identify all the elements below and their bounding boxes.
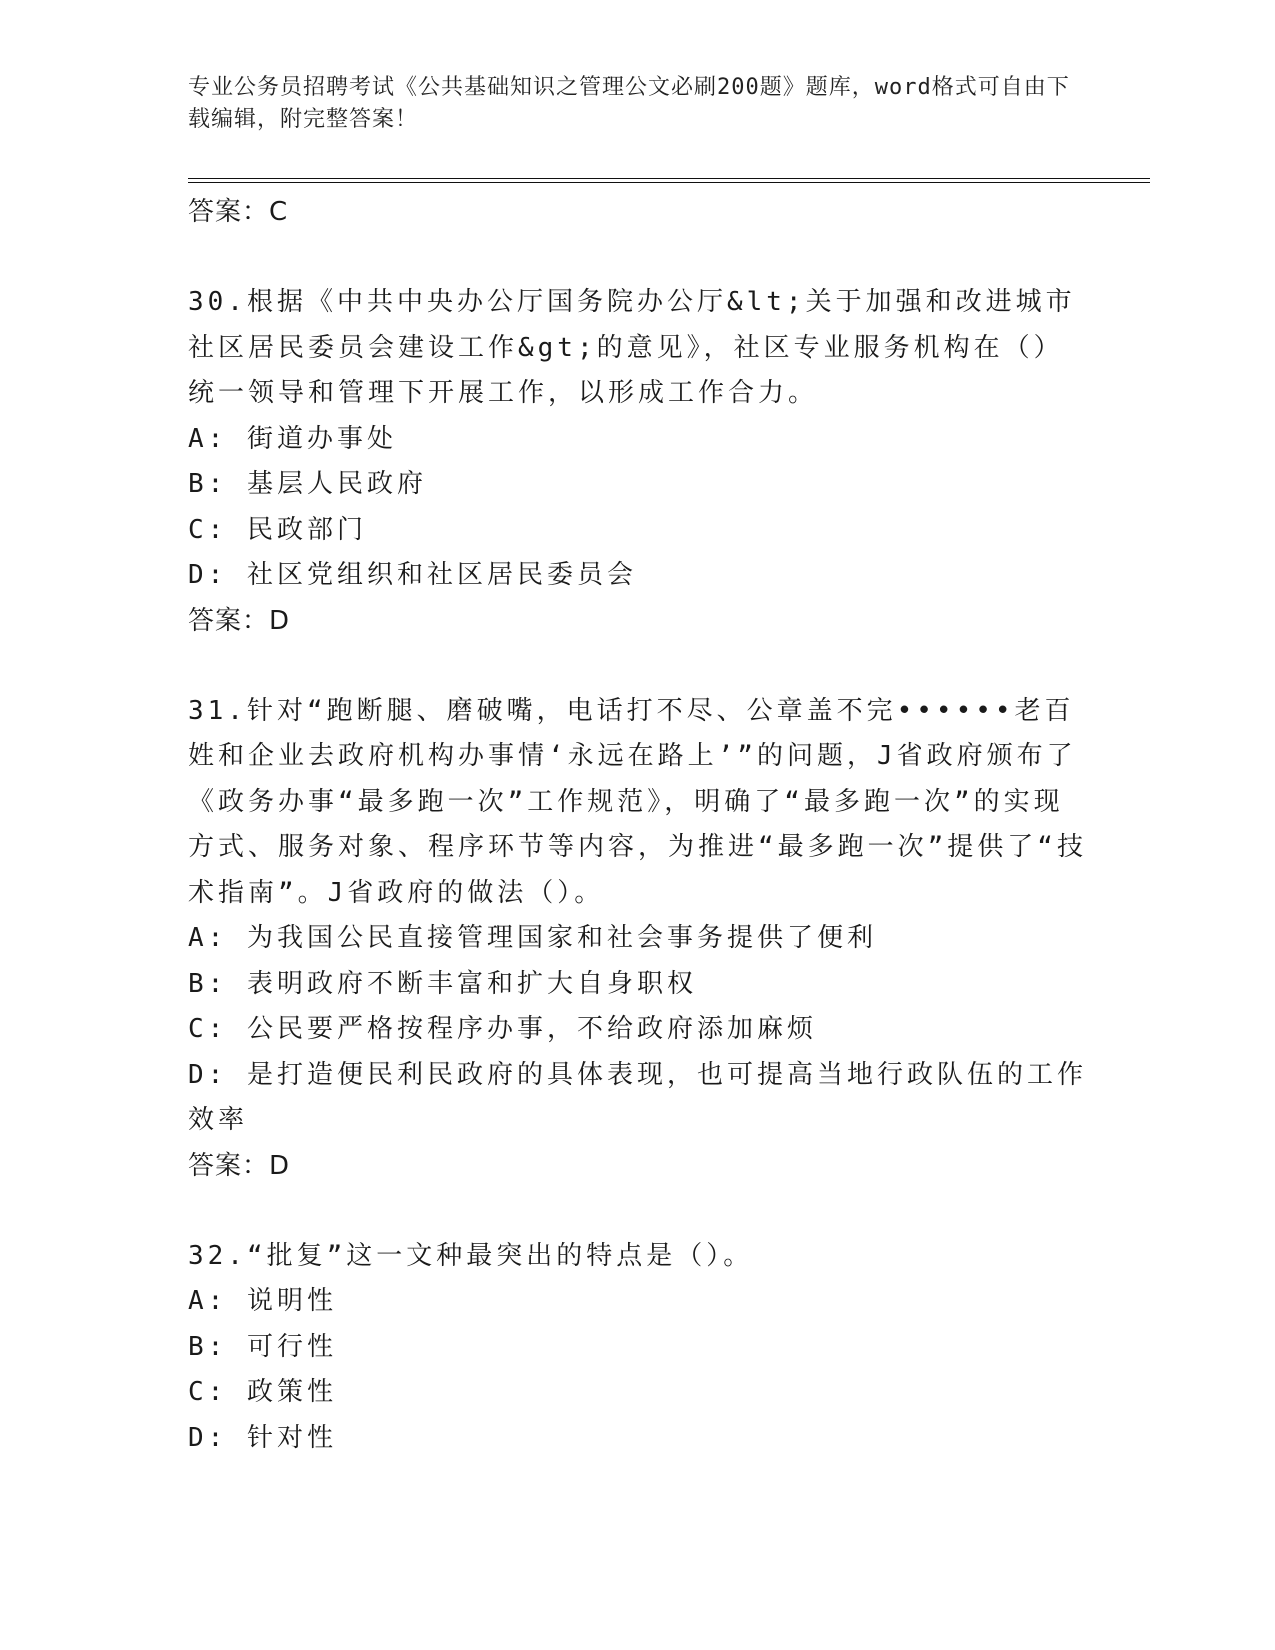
option-b: B: 可行性 [188, 1331, 337, 1362]
question-stem: 32.“批复”这一文种最突出的特点是（）。 [188, 1240, 754, 1271]
question-32 [188, 1234, 1088, 1462]
page-header: 专业公务员招聘考试《公共基础知识之管理公文必刷200题》题库，word格式可自由下载编辑，附完整答案！ [188, 75, 1070, 132]
question-stem: 30.根据《中共中央办公厅国务院办公厅&lt;关于加强和改进城市社区居民委员会建设工作&gt;的意见》，社区专业服务机构在（）统一领导和管理下开展工作，以形成工作合力。 [188, 287, 1076, 408]
spacer [188, 1188, 1088, 1234]
question-31 [188, 689, 1088, 1188]
spacer [188, 234, 1088, 280]
option-b: B: 基层人民政府 [188, 469, 427, 499]
header-rule-top [188, 178, 1150, 179]
question-list [188, 190, 1088, 1461]
answer-line: 答案：D [188, 1150, 291, 1181]
answer-line: 答案：D [188, 605, 291, 636]
option-d: D: 社区党组织和社区居民委员会 [188, 560, 637, 590]
option-d: D: 针对性 [188, 1422, 337, 1453]
option-a: A: 为我国公民直接管理国家和社会事务提供了便利 [188, 923, 877, 953]
option-c: C: 公民要严格按程序办事，不给政府添加麻烦 [188, 1014, 817, 1044]
question-30 [188, 280, 1088, 643]
spacer [188, 643, 1088, 689]
header-rule-bottom [188, 182, 1150, 183]
question-stem: 31.针对“跑断腿、磨破嘴，电话打不尽、公章盖不完••••••老百姓和企业去政府机构办事情‘永远在路上’”的问题，J省政府颁布了《政务办事“最多跑一次”工作规范》，明确了“最多跑一次”的实现方式、服务对象、程序环节等内容，为推进“最多跑一次”提供了“技术指南”。J省政府的做法（）。 [188, 695, 1087, 908]
option-b: B: 表明政府不断丰富和扩大自身职权 [188, 968, 697, 999]
option-a: A: 街道办事处 [188, 423, 397, 454]
option-d: D: 是打造便民利民政府的具体表现，也可提高当地行政队伍的工作效率 [188, 1059, 1087, 1135]
option-a: A: 说明性 [188, 1286, 337, 1316]
option-c: C: 民政部门 [188, 514, 367, 545]
option-c: C: 政策性 [188, 1377, 337, 1407]
answer-line: 答案：C [188, 197, 289, 227]
